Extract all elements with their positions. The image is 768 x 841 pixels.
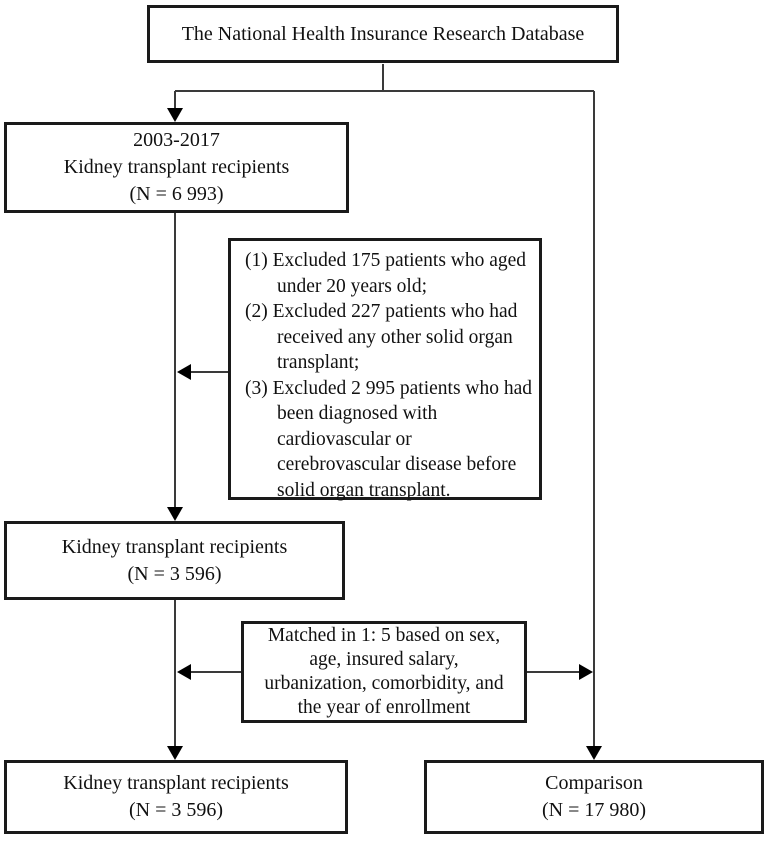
final-transplant-group-box (4, 760, 348, 834)
arrow-left-icon (177, 664, 191, 680)
database-box (147, 5, 619, 63)
cohort-box-line: Kidney transplant recipients (63, 156, 290, 178)
exclusion-item: (2) Excluded 227 patients who had received any other solid organ transplant; (245, 301, 518, 373)
exclusion-item: (1) Excluded 175 patients who aged under 20 years old; (245, 250, 527, 297)
matching-box-line: age, insured salary, (309, 649, 459, 670)
matching-box-line: urbanization, comorbidity, and (264, 673, 504, 694)
final-box-line: (N = 3 596) (128, 799, 224, 821)
arrow-down-icon (167, 108, 183, 122)
arrow-down-icon (167, 746, 183, 760)
filtered-cohort-box (4, 521, 345, 600)
comparison-box-line: Comparison (545, 772, 643, 794)
final-box-line: Kidney transplant recipients (63, 772, 289, 794)
cohort-box-line: (N = 6 993) (129, 183, 224, 205)
arrow-down-icon (586, 746, 602, 760)
arrow-down-icon (167, 507, 183, 521)
comparison-group-box (424, 760, 764, 834)
database-box-text: The National Health Insurance Research Database (181, 22, 585, 45)
arrow-left-icon (177, 364, 191, 380)
arrow-right-icon (579, 664, 593, 680)
filtered-box-line: Kidney transplant recipients (61, 535, 288, 558)
matching-box-line: the year of enrollment (297, 697, 471, 718)
cohort-box-line: 2003-2017 (133, 129, 220, 151)
exclusion-criteria-box (228, 238, 542, 500)
matching-box-line: Matched in 1: 5 based on sex, (267, 625, 501, 646)
exclusion-item: (3) Excluded 2 995 patients who had been diagnosed with cardiovascular or cerebrovascular disease before solid organ transplant. (245, 377, 533, 501)
cohort-box (4, 122, 349, 213)
matching-criteria-box (241, 621, 527, 723)
comparison-box-line: (N = 17 980) (541, 799, 647, 821)
filtered-box-line: (N = 3 596) (127, 562, 222, 585)
